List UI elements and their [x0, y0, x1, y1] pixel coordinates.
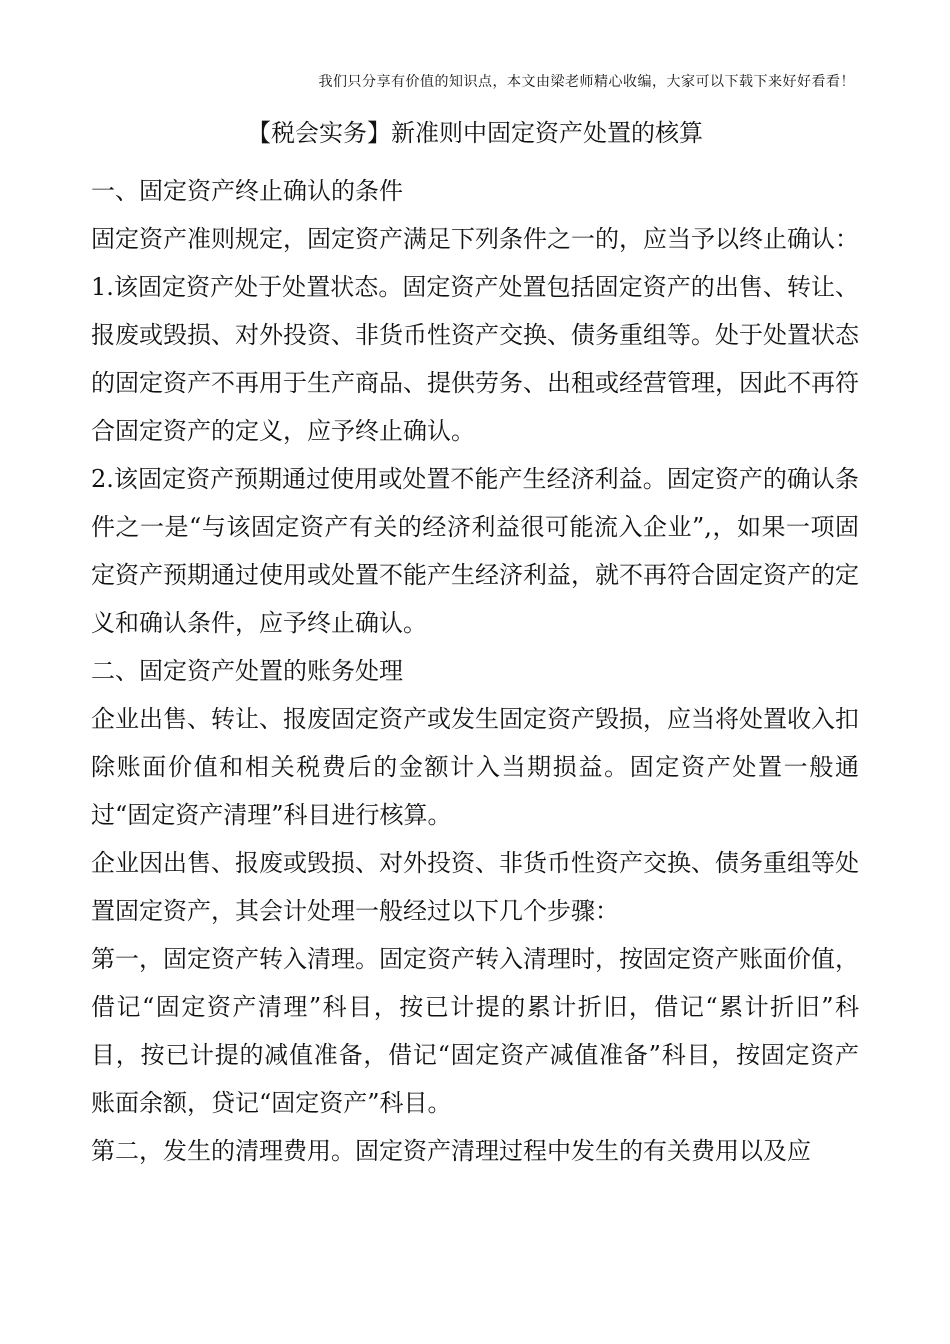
document-title: 【税会实务】新准则中固定资产处置的核算 [247, 119, 703, 147]
document-body [91, 167, 859, 1175]
paragraph: 1.该固定资产处于处置状态。固定资产处置包括固定资产的出售、转让、报废或毁损、对外投资、非货币性资产交换、债务重组等。处于处置状态的固定资产不再用于生产商品、提供劳务、出租或经营管理，因此不再符合固定资产的定义，应予终止确认。 [91, 273, 859, 445]
paragraph: 2.该固定资产预期通过使用或处置不能产生经济利益。固定资产的确认条件之一是“与该固定资产有关的经济利益很可能流入企业”,，如果一项固定资产预期通过使用或处置不能产生经济利益，就不再符合固定资产的定义和确认条件，应予终止确认。 [91, 465, 859, 637]
section-heading-1: 一、固定资产终止确认的条件 [91, 177, 403, 205]
paragraph: 企业因出售、报废或毁损、对外投资、非货币性资产交换、债务重组等处置固定资产，其会计处理一般经过以下几个步骤： [91, 849, 859, 925]
paragraph: 第一，固定资产转入清理。固定资产转入清理时，按固定资产账面价值，借记“固定资产清理”科目，按已计提的累计折旧，借记“累计折旧”科目，按已计提的减值准备，借记“固定资产减值准备”科目，按固定资产账面余额，贷记“固定资产”科目。 [91, 945, 859, 1117]
paragraph: 固定资产准则规定，固定资产满足下列条件之一的，应当予以终止确认： [91, 225, 859, 253]
section-heading-2: 二、固定资产处置的账务处理 [91, 657, 403, 685]
paragraph: 第二，发生的清理费用。固定资产清理过程中发生的有关费用以及应 [91, 1137, 811, 1165]
header-note: 我们只分享有价值的知识点，本文由梁老师精心收编，大家可以下载下来好好看看！ [318, 74, 855, 90]
paragraph: 企业出售、转让、报废固定资产或发生固定资产毁损，应当将处置收入扣除账面价值和相关税费后的金额计入当期损益。固定资产处置一般通过“固定资产清理”科目进行核算。 [91, 705, 859, 829]
